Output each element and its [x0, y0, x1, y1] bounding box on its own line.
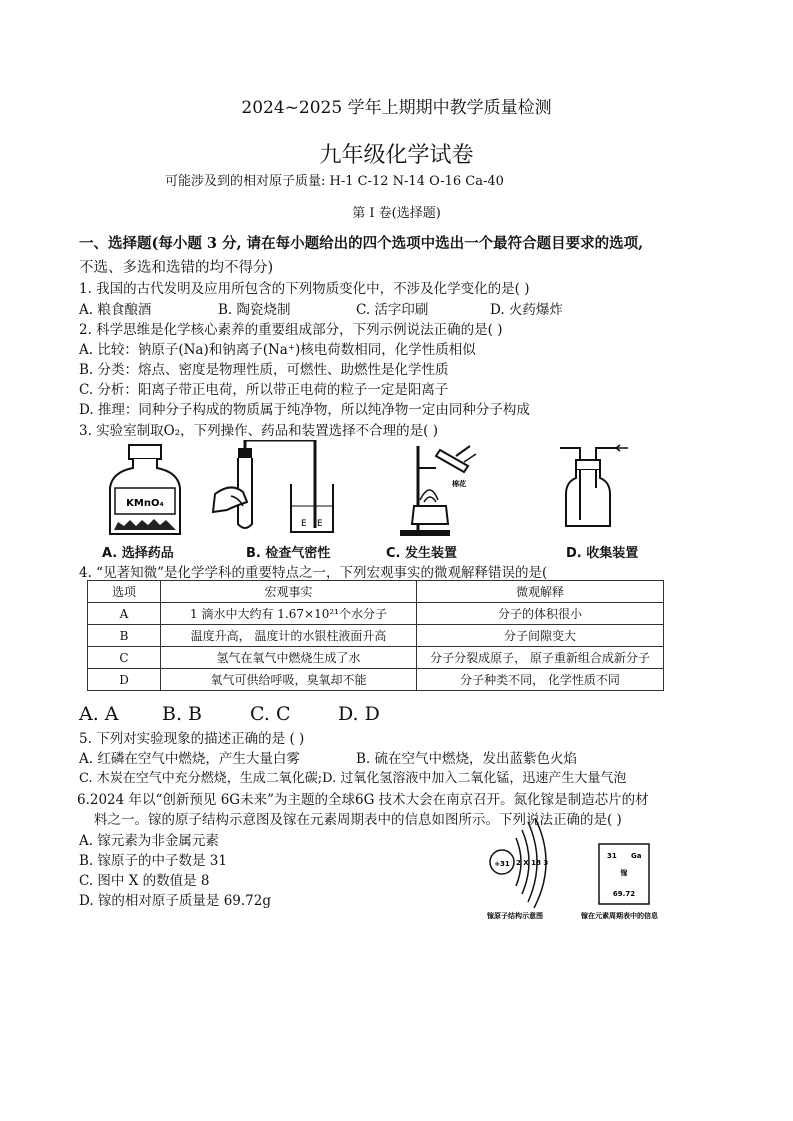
element-symbol: Ga	[631, 852, 642, 860]
exam-title: 2024~2025 学年上期期中教学质量检测	[241, 98, 552, 118]
element-mass: 69.72	[612, 890, 636, 898]
q2-option-b: B. 分类：熔点、密度是物理性质，可燃性、助燃性是化学性质	[79, 362, 449, 378]
element-name: 镓	[620, 869, 628, 877]
table-cell: 氧气可供给呼吸，臭氧却不能	[161, 669, 417, 691]
q1-option-b: B. 陶瓷烧制	[218, 302, 291, 318]
gallium-atom-diagram	[480, 818, 570, 928]
q4-answer-a: A. A	[79, 703, 119, 725]
table-row	[88, 647, 664, 669]
table-row	[88, 603, 664, 625]
table-cell: A	[88, 603, 161, 625]
table-cell: 分子的体积很小	[417, 603, 664, 625]
q3-caption-b: B. 检查气密性	[246, 546, 331, 561]
q1-stem: 1. 我国的古代发明及应用所包含的下列物质变化中，不涉及化学变化的是( )	[79, 281, 530, 297]
table-cell: 分子分裂成原子， 原子重新组合成新分子	[417, 647, 664, 669]
table-cell: B	[88, 625, 161, 647]
q5-stem: 5. 下列对实验现象的描述正确的是 ( )	[79, 731, 305, 747]
q4-answer-d: D. D	[338, 703, 380, 725]
q1-option-c: C. 活字印刷	[356, 302, 429, 318]
table-row	[88, 669, 664, 691]
q2-stem: 2. 科学思维是化学核心素养的重要组成部分，下列示例说法正确的是( )	[79, 322, 503, 338]
q2-option-c: C. 分析：阳离子带正电荷，所以带正电荷的粒子一定是阳离子	[79, 382, 449, 398]
table-row	[88, 625, 664, 647]
q2-option-d: D. 推理：同种分子构成的物质属于纯净物，所以纯净物一定由同种分子构成	[79, 402, 530, 418]
reagent-bottle-figure	[100, 440, 190, 540]
volume-heading: 第 I 卷(选择题)	[352, 206, 441, 221]
element-number: 31	[607, 852, 617, 860]
exam-subtitle: 九年级化学试卷	[319, 143, 474, 168]
table-header: 选项	[88, 581, 161, 603]
table-header: 微观解释	[417, 581, 664, 603]
q6-stem-2: 料之一。镓的原子结构示意图及镓在元素周期表中的信息如图所示。下列说法正确的是( )	[94, 812, 622, 828]
bottle-label: KMnO₄	[126, 498, 164, 509]
q6-option-b: B. 镓原子的中子数是 31	[79, 853, 227, 869]
periodic-cell-caption: 镓在元素周期表中的信息	[581, 912, 658, 920]
q5-option-a: A. 红磷在空气中燃烧，产生大量白雾	[79, 751, 300, 767]
table-cell: 1 滴水中大约有 1.67×10²¹个水分子	[161, 603, 417, 625]
q3-caption-d: D. 收集装置	[566, 546, 639, 561]
section-heading: 一、选择题(每小题 3 分, 请在每小题给出的四个选项中选出一个最符合题目要求的选项,	[79, 235, 644, 252]
q6-option-c: C. 图中 X 的数值是 8	[79, 873, 210, 889]
table-cell: D	[88, 669, 161, 691]
q6-stem-1: 6.2024 年以“创新预见 6G未来”为主题的全球6G 技术大会在南京召开。氮化镓是制造芯片的材	[77, 792, 649, 808]
q4-answer-c: C. C	[250, 703, 291, 725]
q5-option-b: B. 硫在空气中燃烧，发出蓝紫色火焰	[356, 751, 578, 767]
gas-collection-figure	[550, 440, 640, 540]
section-heading-cont: 不选、多选和选错的均不得分)	[79, 260, 274, 276]
q1-option-a: A. 粮食酿酒	[79, 302, 152, 318]
table-cell: 分子种类不同， 化学性质不同	[417, 669, 664, 691]
q1-option-d: D. 火药爆炸	[490, 302, 563, 318]
q3-stem: 3. 实验室制取O₂，下列操作、药品和装置选择不合理的是( )	[79, 423, 438, 439]
table-header: 宏观事实	[161, 581, 417, 603]
q4-answer-b: B. B	[162, 703, 203, 725]
q5-option-cd: C. 木炭在空气中充分燃烧，生成二氧化碳;D. 过氧化氢溶液中加入二氧化锰，迅速产生大量气泡	[79, 771, 627, 786]
table-cell: 温度升高， 温度计的水银柱液面升高	[161, 625, 417, 647]
table-cell: 分子间隙变大	[417, 625, 664, 647]
table-cell: 氢气在氧气中燃烧生成了水	[161, 647, 417, 669]
q4-table	[87, 580, 664, 691]
gallium-periodic-cell	[575, 840, 665, 925]
q6-option-a: A. 镓元素为非金属元素	[79, 833, 219, 849]
q4-stem: 4. “见著知微”是化学学科的重要特点之一，下列宏观事实的微观解释错误的是(	[79, 565, 548, 581]
atom-diagram-caption: 镓原子结构示意图	[487, 912, 543, 920]
table-header-row	[88, 581, 664, 603]
q2-option-a: A. 比较：钠原子(Na)和钠离子(Na⁺)核电荷数相同，化学性质相似	[79, 342, 476, 358]
atomic-masses: 可能涉及到的相对原子质量: H-1 C-12 N-14 O-16 Ca-40	[165, 174, 504, 189]
cotton-label: 棉花	[452, 480, 466, 488]
gas-generator-figure	[390, 440, 480, 540]
electron-shells: 2 X 18 3	[516, 859, 549, 867]
svg-text:E: E	[317, 519, 323, 529]
nucleus-charge: +31	[494, 860, 510, 868]
q3-caption-a: A. 选择药品	[102, 546, 174, 561]
q3-caption-c: C. 发生装置	[386, 546, 458, 561]
q6-option-d: D. 镓的相对原子质量是 69.72g	[79, 893, 272, 909]
svg-text:E: E	[301, 519, 307, 529]
airtightness-figure	[205, 440, 340, 540]
table-cell: C	[88, 647, 161, 669]
